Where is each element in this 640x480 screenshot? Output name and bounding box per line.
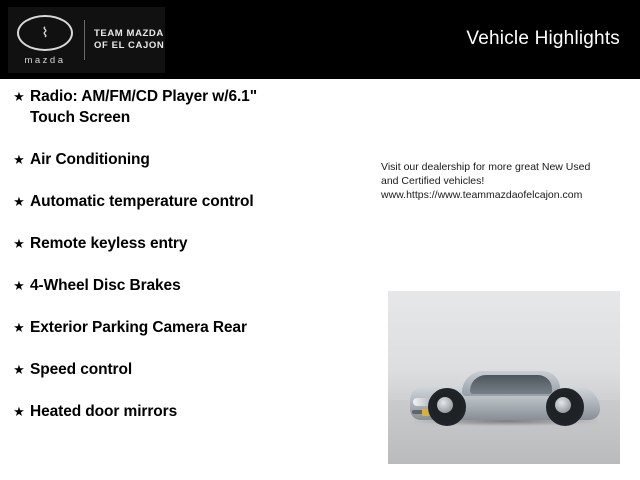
vehicle-highlights-list: [0, 86, 370, 443]
list-item: [0, 401, 370, 422]
star-icon: ★: [13, 404, 25, 419]
mazda-wordmark: mazda: [24, 54, 66, 66]
car-rear-wheel: [546, 388, 584, 426]
list-item-label: Air Conditioning: [30, 151, 150, 168]
car-front-wheel: [428, 388, 466, 426]
list-item: [0, 275, 370, 296]
list-item-label: Remote keyless entry: [30, 235, 188, 252]
dealer-note-line2: and Certified vehicles!: [381, 175, 485, 187]
list-item-label: Heated door mirrors: [30, 403, 178, 420]
car-glass: [470, 375, 552, 394]
star-icon: ★: [13, 278, 25, 293]
list-item-label: Speed control: [30, 361, 133, 378]
dealer-brand-block: [8, 7, 165, 73]
star-icon: ★: [13, 362, 25, 377]
page-title: Vehicle Highlights: [466, 28, 620, 49]
list-item: [0, 191, 370, 212]
list-item-label: Exterior Parking Camera Rear: [30, 319, 247, 336]
dealer-website-link[interactable]: www.https://www.teammazdaofelcajon.com: [381, 189, 583, 201]
star-icon: ★: [13, 89, 25, 104]
list-item: [0, 359, 370, 380]
list-item: [0, 317, 370, 338]
mazda-wing-glyph: ⌇: [40, 24, 50, 41]
list-item: [0, 233, 370, 254]
list-item: [0, 86, 370, 128]
star-icon: ★: [13, 236, 25, 251]
car-headlight: [413, 398, 429, 406]
dealer-name-line2: OF EL CAJON: [94, 40, 165, 51]
dealer-note-line1: Visit our dealership for more great New Used: [381, 161, 591, 173]
brand-divider: [84, 20, 85, 60]
star-icon: ★: [13, 320, 25, 335]
list-item-label: 4-Wheel Disc Brakes: [30, 277, 181, 294]
dealer-name-line1: TEAM MAZDA: [94, 28, 164, 39]
list-item: [0, 149, 370, 170]
vehicle-photo: [388, 291, 620, 464]
star-icon: ★: [13, 194, 25, 209]
list-item-label: Automatic temperature control: [30, 193, 254, 210]
dealer-name: [94, 28, 164, 52]
page-header: [0, 0, 640, 79]
list-item-label: Radio: AM/FM/CD Player w/6.1" Touch Screen: [30, 88, 257, 126]
mazda-oval-shape: [17, 15, 73, 51]
mazda-logo-icon: [8, 8, 82, 72]
dealer-note: [381, 160, 626, 202]
car-illustration: [410, 366, 600, 428]
star-icon: ★: [13, 152, 25, 167]
